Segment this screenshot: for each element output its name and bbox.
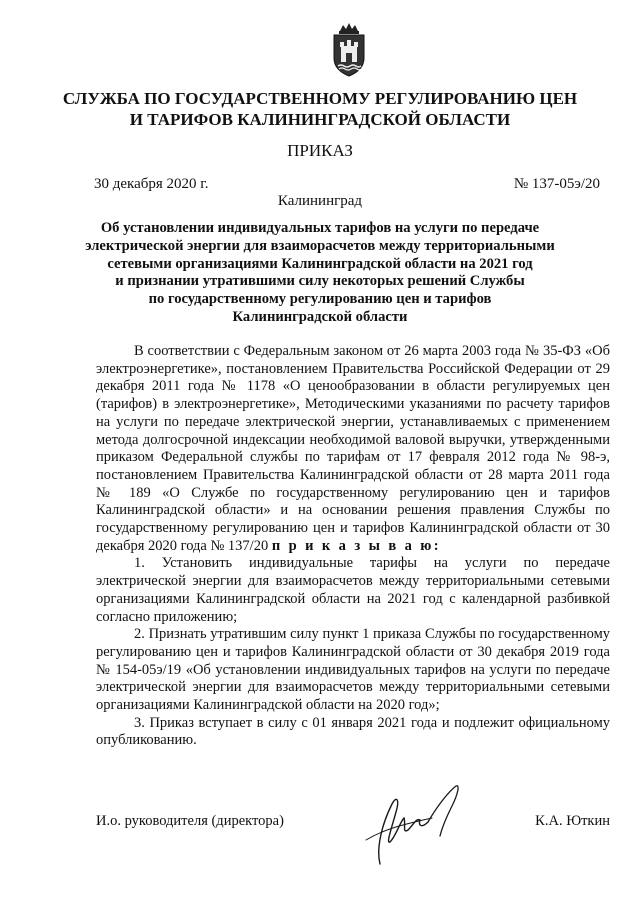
signatory-name: К.А. Юткин (535, 813, 610, 829)
handwritten-signature (336, 778, 486, 870)
coat-of-arms-emblem (326, 22, 372, 78)
document-date: 30 декабря 2020 г. (94, 176, 209, 192)
order-item-3: 3. Приказ вступает в силу с 01 января 2021 года и подлежит официальному опубликованию. (96, 714, 610, 749)
title-line: Калининградской области (232, 308, 408, 325)
document-type: ПРИКАЗ (287, 141, 353, 160)
document-city: Калининград (277, 193, 363, 209)
preamble-text: В соответствии с Федеральным законом от 26 марта 2003 года № 35-ФЗ «Об электроэнергетике», постановлением Правительства Российской Федерации от 29 декабря 2011 года № 1178 «О ценообразовании в области регулируемых цен (тарифов) в электроэнергетике», Методическими указаниями по расчету тарифов на услуги по передаче электрической энергии, устанавливаемых с применением метода долгосрочной индексации необходимой валовой выручки, утвержденными приказом Федеральной службы по тарифам от 17 февраля 2012 года № 98-э, постановлением Правительства Калининградской области от 28 марта 2011 года № 189 «О Службе по государственному регулированию цен и тарифов Калининградской области» и на основании решения правления Службы по государственному регулированию цен и тарифов Калининградской области от 30 декабря 2020 года № 137/20 (96, 343, 610, 554)
title-line: Об установлении индивидуальных тарифов на услуги по передаче (100, 220, 540, 236)
preamble-paragraph (96, 343, 610, 555)
order-item-1: 1. Установить индивидуальные тарифы на услуги по передаче электрической энергии для взаиморасчетов между территориальными сетевыми организациями Калининградской области на 2021 год с календарной разбивкой согласно приложению; (96, 555, 610, 625)
title-line: и признании утратившими силу некоторых решений Службы (115, 273, 525, 290)
agency-name-line-2: И ТАРИФОВ КАЛИНИНГРАДСКОЙ ОБЛАСТИ (129, 110, 511, 129)
signatory-role: И.о. руководителя (директора) (96, 813, 284, 829)
title-line: электрической энергии для взаиморасчетов между территориальными (85, 237, 555, 254)
agency-name-line-1: СЛУЖБА ПО ГОСУДАРСТВЕННОМУ РЕГУЛИРОВАНИЮ ЦЕН (62, 89, 578, 108)
order-word: п р и к а з ы в а ю: (271, 537, 441, 554)
title-line: по государственному регулированию цен и тарифов (148, 291, 492, 308)
order-item-2: 2. Признать утратившим силу пункт 1 приказа Службы по государственному регулированию цен и тарифов Калининградской области от 30 декабря 2019 года № 154-05э/19 «Об установлении индивидуальных тарифов на услуги по передаче электрической энергии для взаиморасчетов между территориальными сетевыми организациями Калининградской области на 2020 год»; (96, 626, 610, 714)
title-line: сетевыми организациями Калининградской области на 2021 год (107, 255, 533, 272)
agency-name (60, 88, 580, 130)
document-number: № 137-05э/20 (513, 176, 600, 192)
document-title (80, 220, 560, 327)
document-body (96, 343, 610, 750)
